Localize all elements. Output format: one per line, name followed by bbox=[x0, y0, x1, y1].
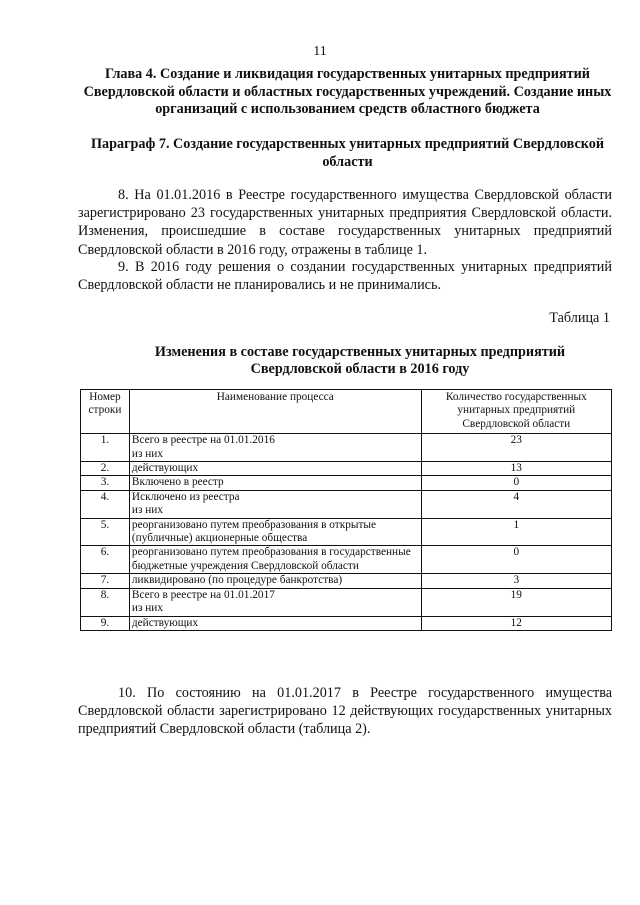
enterprise-count-cell: 19 bbox=[421, 588, 611, 616]
process-name: Всего в реестре на 01.01.2016 bbox=[131, 434, 275, 447]
table-title: Изменения в составе государственных унитарных предприятий Свердловской области в 2016 году bbox=[154, 344, 566, 377]
process-name: реорганизовано путем преобразования в государственные бюджетные учреждения Свердловской области bbox=[131, 546, 411, 572]
process-name-cell bbox=[129, 476, 421, 490]
header-process-name: Наименование процесса bbox=[129, 390, 421, 434]
process-name-cell bbox=[129, 574, 421, 588]
paragraph-9: 9. В 2016 году решения о создании государственных унитарных предприятий Свердловской области не планировались и не принимались. bbox=[78, 259, 612, 294]
process-name-cell bbox=[129, 588, 421, 616]
table-row bbox=[81, 616, 612, 630]
table-row bbox=[81, 462, 612, 476]
process-name: ликвидировано (по процедуре банкротства) bbox=[131, 574, 343, 587]
table-row bbox=[81, 490, 612, 518]
table-row bbox=[81, 434, 612, 462]
table-caption: Таблица 1 bbox=[549, 310, 610, 326]
process-name: Включено в реестр bbox=[131, 476, 224, 489]
enterprise-count-cell: 3 bbox=[421, 574, 611, 588]
process-name-cell bbox=[129, 490, 421, 518]
process-name: Исключено из реестра bbox=[131, 490, 240, 503]
row-number-cell: 9. bbox=[81, 616, 130, 630]
process-name-cell bbox=[129, 462, 421, 476]
table-row bbox=[81, 518, 612, 546]
enterprise-count-cell: 12 bbox=[421, 616, 611, 630]
process-name-cell bbox=[129, 518, 421, 546]
row-number-cell: 1. bbox=[81, 434, 130, 462]
row-number-cell: 7. bbox=[81, 574, 130, 588]
table-header-row bbox=[81, 390, 612, 434]
header-enterprise-count: Количество государственных унитарных предприятий Свердловской области bbox=[421, 390, 611, 434]
registry-changes-table bbox=[80, 389, 612, 631]
process-name: действующих bbox=[131, 462, 199, 475]
page-number: 11 bbox=[313, 44, 327, 59]
enterprise-count-cell: 4 bbox=[421, 490, 611, 518]
table-row bbox=[81, 574, 612, 588]
table-row bbox=[81, 546, 612, 574]
header-row-number: Номер строки bbox=[81, 390, 130, 434]
process-sub-label: из них bbox=[131, 447, 163, 460]
process-name: реорганизовано путем преобразования в открытые (публичные) акционерные общества bbox=[131, 518, 376, 545]
process-name-cell bbox=[129, 616, 421, 630]
table-body bbox=[81, 434, 612, 631]
process-sub-label: из них bbox=[131, 602, 163, 615]
enterprise-count-cell: 13 bbox=[421, 462, 611, 476]
enterprise-count-cell: 0 bbox=[421, 546, 611, 574]
row-number-cell: 5. bbox=[81, 518, 130, 546]
row-number-cell: 2. bbox=[81, 462, 130, 476]
table-row bbox=[81, 588, 612, 616]
process-name: Всего в реестре на 01.01.2017 bbox=[131, 588, 275, 601]
enterprise-count-cell: 0 bbox=[421, 476, 611, 490]
row-number-cell: 4. bbox=[81, 490, 130, 518]
paragraph-8: 8. На 01.01.2016 в Реестре государственного имущества Свердловской области зарегистрировано 23 государственных унитарных предприятия Свердловской области. Изменения, происшедшие в составе государственных унитарных предприятий Свердловской области в 2016 году, отражены в таблице 1. bbox=[78, 187, 612, 258]
process-name: действующих bbox=[131, 616, 199, 629]
enterprise-count-cell: 23 bbox=[421, 434, 611, 462]
chapter-title: Глава 4. Создание и ликвидация государственных унитарных предприятий Свердловской области и областных государственных учреждений. Создание иных организаций с использованием средств областного бюджета bbox=[83, 66, 612, 117]
paragraph-title: Параграф 7. Создание государственных унитарных предприятий Свердловской области bbox=[90, 136, 605, 170]
process-sub-label: из них bbox=[131, 504, 163, 517]
process-name-cell bbox=[129, 546, 421, 574]
table-row bbox=[81, 476, 612, 490]
row-number-cell: 6. bbox=[81, 546, 130, 574]
paragraph-10: 10. По состоянию на 01.01.2017 в Реестре государственного имущества Свердловской области зарегистрировано 12 действующих государственных унитарных предприятий Свердловской области (таблица 2). bbox=[78, 685, 612, 738]
process-name-cell bbox=[129, 434, 421, 462]
row-number-cell: 3. bbox=[81, 476, 130, 490]
enterprise-count-cell: 1 bbox=[421, 518, 611, 546]
row-number-cell: 8. bbox=[81, 588, 130, 616]
